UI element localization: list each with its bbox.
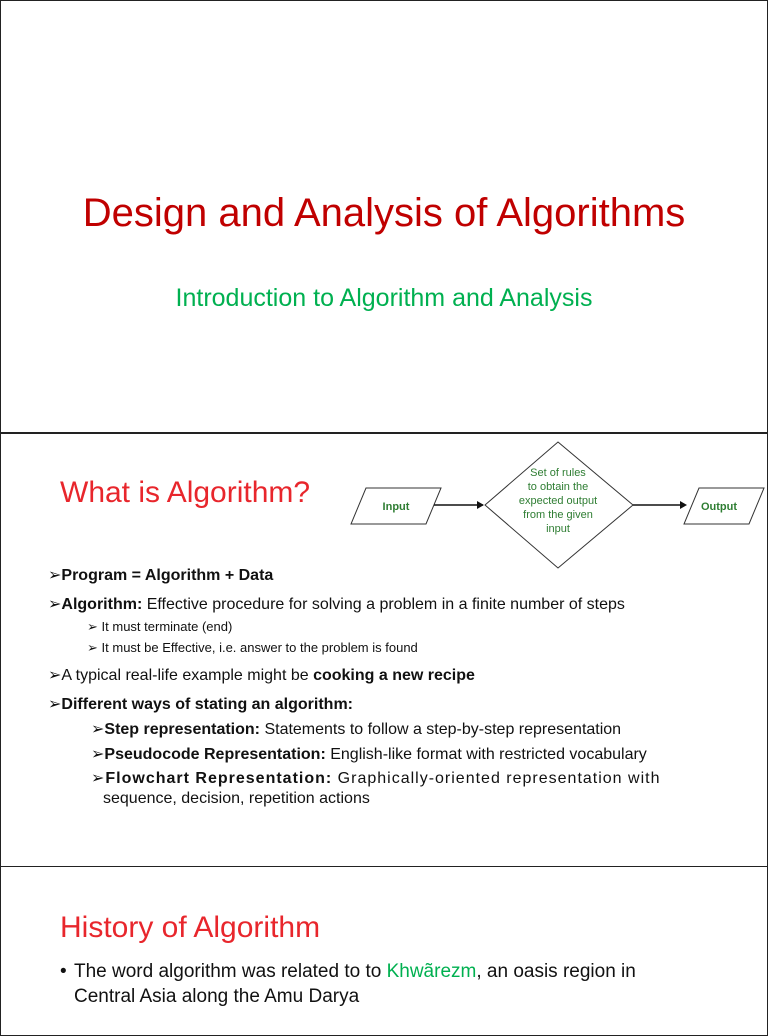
- presentation-title: Design and Analysis of Algorithms: [82, 191, 686, 235]
- list-item: ➢ It must terminate (end): [87, 619, 233, 634]
- slide-title: [0, 0, 768, 433]
- list-item-continued: sequence, decision, repetition actions: [103, 790, 370, 807]
- slide-history: [0, 866, 768, 1036]
- slide-heading: History of Algorithm: [60, 911, 321, 944]
- slide-heading: What is Algorithm?: [60, 476, 311, 509]
- highlighted-term: Khwãrezm: [386, 961, 477, 982]
- svg-text:from the given: from the given: [523, 509, 593, 521]
- bullet-paragraph: • The word algorithm was related to to Khwãrezm, an oasis region in Central Asia along the Amu Darya: [60, 961, 636, 1007]
- presentation-subtitle: Introduction to Algorithm and Analysis: [175, 284, 593, 312]
- list-item: ➢Step representation: Statements to follow a step-by-step representation: [91, 721, 622, 738]
- list-item: ➢Program = Algorithm + Data: [48, 567, 274, 584]
- list-item: ➢Pseudocode Representation: English-like format with restricted vocabulary: [91, 746, 647, 763]
- svg-text:expected output: expected output: [518, 495, 598, 507]
- list-item: ➢Flowchart Representation: Graphically-oriented representation with: [91, 770, 661, 787]
- output-label: Output: [700, 501, 738, 513]
- input-label: Input: [382, 501, 410, 513]
- svg-text:input: input: [546, 523, 570, 535]
- list-item: ➢Different ways of stating an algorithm:: [48, 696, 353, 713]
- slide-what-is-algorithm: [0, 433, 768, 867]
- algorithm-flow-diagram: [346, 438, 766, 573]
- svg-text:to obtain the: to obtain the: [527, 481, 589, 493]
- list-item: ➢Algorithm: Effective procedure for solving a problem in a finite number of steps: [48, 596, 625, 613]
- list-item: ➢A typical real-life example might be cooking a new recipe: [48, 667, 475, 684]
- list-item: ➢ It must be Effective, i.e. answer to the problem is found: [87, 640, 418, 655]
- svg-text:Set of rules: Set of rules: [530, 467, 586, 479]
